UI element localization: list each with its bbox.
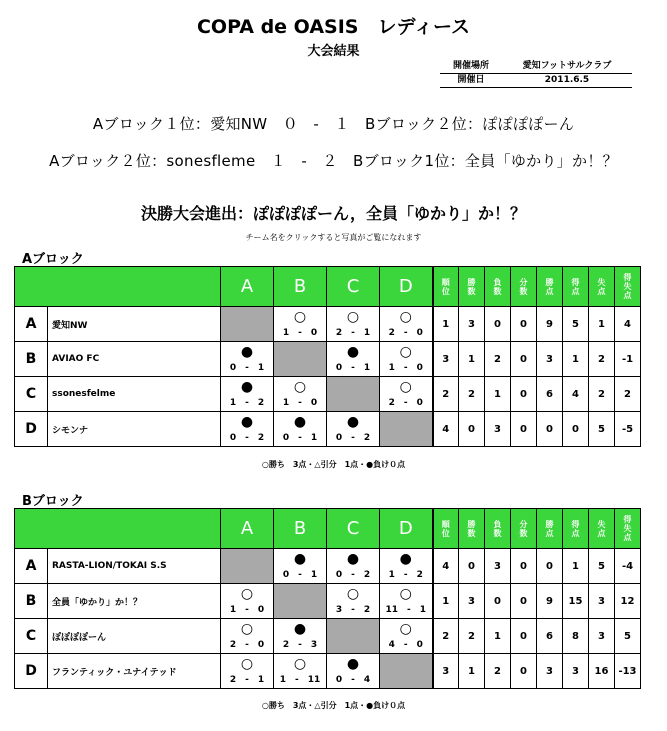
match-cell: [327, 549, 380, 584]
stat-header-3: [511, 267, 537, 307]
stat-header-char: 失: [597, 519, 606, 529]
match-cell: [380, 619, 433, 654]
loss-icon: ●: [293, 551, 307, 567]
stat-value: 0: [511, 412, 537, 447]
match-score: 0 - 1: [229, 363, 265, 373]
stat-value: 3: [433, 654, 459, 689]
venue-date-value: 2011.6.5: [544, 75, 590, 85]
match-cell: [221, 412, 274, 447]
stat-header-char: 勝: [545, 519, 554, 529]
row-letter: D: [15, 654, 48, 689]
match-score: 0 - 1: [282, 433, 318, 443]
stat-header-char: 数: [519, 528, 528, 538]
stat-value: 1: [459, 654, 485, 689]
stat-header-char: 数: [467, 286, 476, 296]
match-score: 2 - 1: [335, 328, 371, 338]
stat-value: 0: [485, 584, 511, 619]
team-name-link[interactable]: 全員「ゆかり」か！？: [48, 584, 221, 619]
win-icon: ○: [399, 586, 412, 602]
header-col-d: D: [380, 509, 433, 549]
stat-value: 0: [485, 307, 511, 342]
stat-value: 4: [563, 377, 589, 412]
match-cell: [380, 377, 433, 412]
stat-header-char: 勝: [467, 277, 476, 287]
stat-value: 1: [433, 307, 459, 342]
stat-header-char: 点: [623, 533, 632, 542]
match-score: 0 - 4: [335, 675, 371, 685]
stat-value: 0: [459, 549, 485, 584]
stat-value: 4: [433, 549, 459, 584]
stat-value: 0: [511, 619, 537, 654]
stat-header-4: [537, 509, 563, 549]
table-row: [15, 549, 641, 584]
table-row: [15, 307, 641, 342]
table-row: [15, 412, 641, 447]
match-cell: [274, 549, 327, 584]
loss-icon: ●: [293, 621, 307, 637]
stat-header-char: 点: [623, 291, 632, 300]
win-icon: ○: [399, 379, 412, 395]
stat-header-char: 失: [623, 282, 632, 291]
stat-value: 16: [589, 654, 615, 689]
win-icon: ○: [399, 309, 412, 325]
stat-value: 0: [511, 549, 537, 584]
match-cell: [274, 619, 327, 654]
stat-header-char: 負: [493, 519, 502, 529]
loss-icon: ●: [293, 414, 307, 430]
stat-value: 3: [589, 584, 615, 619]
stat-value: 4: [433, 412, 459, 447]
stat-value: 3: [459, 584, 485, 619]
stat-value: 9: [537, 584, 563, 619]
row-letter: C: [15, 619, 48, 654]
stat-header-char: 負: [493, 277, 502, 287]
win-icon: ○: [346, 309, 360, 325]
stat-header-char: 失: [623, 524, 632, 533]
stat-value: 1: [433, 584, 459, 619]
row-letter: C: [15, 377, 48, 412]
stat-header-char: 勝: [545, 277, 554, 287]
stat-value: -13: [615, 654, 641, 689]
stat-header-char: 勝: [467, 519, 476, 529]
match-cell: [221, 377, 274, 412]
stat-value: 0: [459, 412, 485, 447]
self-match-cell: [380, 412, 433, 447]
win-icon: ○: [240, 586, 254, 602]
header-blank: [15, 509, 221, 549]
self-match-cell: [221, 307, 274, 342]
self-match-cell: [221, 549, 274, 584]
header-col-a: A: [221, 509, 274, 549]
block-b-table: [14, 508, 641, 689]
self-match-cell: [380, 654, 433, 689]
stat-value: 2: [433, 619, 459, 654]
win-icon: ○: [399, 344, 412, 360]
match-score: 1 - 0: [388, 363, 423, 373]
stat-header-1: [459, 267, 485, 307]
match-score: 2 - 0: [388, 398, 423, 408]
win-icon: ○: [293, 656, 307, 672]
match-cell: [327, 412, 380, 447]
table-header-row: [15, 509, 641, 549]
loss-icon: ●: [399, 551, 412, 567]
team-name-link[interactable]: フランティック・ユナイテッド: [48, 654, 221, 689]
loss-icon: ●: [240, 344, 254, 360]
row-letter: D: [15, 412, 48, 447]
stat-header-char: 数: [519, 286, 528, 296]
stat-value: 3: [485, 549, 511, 584]
stat-value: 3: [537, 654, 563, 689]
match-cell: [221, 584, 274, 619]
match-cell: [380, 342, 433, 377]
stat-value: 0: [511, 377, 537, 412]
match-cell: [327, 584, 380, 619]
stat-header-char: 失: [597, 277, 606, 287]
match-score: 4 - 0: [388, 640, 423, 650]
venue-place-value: 愛知フットサルクラブ: [522, 61, 612, 71]
block-a-title: Aブロック: [22, 252, 84, 267]
table-row: [15, 377, 641, 412]
venue-row-date: [440, 74, 632, 88]
team-name-link[interactable]: シモンナ: [48, 412, 221, 447]
stat-value: 3: [459, 307, 485, 342]
stat-header-5: [563, 509, 589, 549]
self-match-cell: [274, 584, 327, 619]
header-blank: [15, 267, 221, 307]
stat-value: 3: [589, 619, 615, 654]
match-score: 11 - 1: [385, 605, 427, 615]
venue-info: [440, 60, 632, 88]
venue-row-place: [440, 60, 632, 74]
match-score: 2 - 0: [388, 328, 423, 338]
header-col-b: B: [274, 267, 327, 307]
match-score: 0 - 2: [229, 433, 265, 443]
self-match-cell: [327, 377, 380, 412]
stat-value: 2: [459, 619, 485, 654]
stat-header-char: 点: [571, 528, 580, 538]
win-icon: ○: [240, 621, 254, 637]
stat-value: 4: [615, 307, 641, 342]
row-letter: B: [15, 584, 48, 619]
match-score: 1 - 11: [279, 675, 321, 685]
stat-value: 1: [485, 377, 511, 412]
team-name-link[interactable]: RASTA-LION/TOKAI S.S: [48, 549, 221, 584]
match-cell: [221, 654, 274, 689]
win-icon: ○: [240, 656, 254, 672]
match-cell: [327, 342, 380, 377]
stat-header-char: 点: [545, 528, 554, 538]
stat-value: 3: [485, 412, 511, 447]
stat-value: -1: [615, 342, 641, 377]
win-icon: ○: [346, 586, 360, 602]
block-b-title: Bブロック: [22, 494, 84, 509]
self-match-cell: [327, 619, 380, 654]
stat-value: 0: [511, 654, 537, 689]
match-score: 2 - 1: [229, 675, 265, 685]
match-cell: [274, 377, 327, 412]
match-cell: [274, 307, 327, 342]
stat-header-char: 点: [597, 528, 606, 538]
match-score: 2 - 0: [229, 640, 265, 650]
row-letter: A: [15, 549, 48, 584]
match-score: 1 - 2: [229, 398, 265, 408]
win-icon: ○: [293, 379, 307, 395]
stat-header-0: [433, 267, 459, 307]
stat-header-2: [485, 509, 511, 549]
stat-value: 15: [563, 584, 589, 619]
table-row: [15, 342, 641, 377]
table-row: [15, 619, 641, 654]
stat-header-char: 得: [571, 519, 580, 529]
stat-value: -5: [615, 412, 641, 447]
stat-header-char: 数: [493, 528, 502, 538]
match-score: 1 - 2: [388, 570, 423, 580]
match-cell: [380, 307, 433, 342]
stat-value: 5: [589, 549, 615, 584]
stat-value: 1: [563, 549, 589, 584]
team-name-link[interactable]: ぽぽぽぽーん: [48, 619, 221, 654]
loss-icon: ●: [240, 414, 254, 430]
stat-header-char: 位: [441, 286, 450, 296]
stat-value: 6: [537, 377, 563, 412]
photo-note: チーム名をクリックすると写真がご覧になれます: [245, 233, 422, 242]
stat-header-char: 位: [441, 528, 450, 538]
match-score: 2 - 3: [282, 640, 318, 650]
stat-value: 3: [433, 342, 459, 377]
header-col-a: A: [221, 267, 274, 307]
table-row: [15, 654, 641, 689]
match-cell: [327, 307, 380, 342]
stat-header-6: [589, 267, 615, 307]
stat-value: 2: [459, 377, 485, 412]
match-cell: [274, 412, 327, 447]
venue-place-label: 開催場所: [452, 61, 489, 71]
stat-header-5: [563, 267, 589, 307]
win-icon: ○: [399, 621, 412, 637]
match-score: 0 - 2: [335, 570, 371, 580]
stat-header-7: [615, 267, 641, 307]
stat-value: 5: [615, 619, 641, 654]
final-qualifiers: 決勝大会進出：ぽぽぽぽーん，全員「ゆかり」か！？: [141, 204, 526, 223]
row-letter: A: [15, 307, 48, 342]
stat-value: 2: [589, 342, 615, 377]
stat-header-2: [485, 267, 511, 307]
stat-header-char: 得: [623, 515, 632, 524]
stat-value: 0: [537, 549, 563, 584]
stat-value: 2: [433, 377, 459, 412]
stat-header-char: 点: [597, 286, 606, 296]
stat-header-0: [433, 509, 459, 549]
stat-value: 0: [511, 584, 537, 619]
match-score: 3 - 2: [335, 605, 371, 615]
match-cell: [221, 619, 274, 654]
header-col-c: C: [327, 509, 380, 549]
loss-icon: ●: [346, 414, 360, 430]
stat-value: 1: [563, 342, 589, 377]
team-name-link[interactable]: AVIAO FC: [48, 342, 221, 377]
stat-header-4: [537, 267, 563, 307]
stat-value: 0: [511, 342, 537, 377]
match-result-1: Aブロック１位：愛知NW ０ - １ Bブロック２位：ぽぽぽぽーん: [92, 115, 575, 133]
table-header-row: [15, 267, 641, 307]
match-cell: [380, 584, 433, 619]
match-result-2: Aブロック２位：sonesfleme １ - ２ Bブロック1位：全員「ゆかり」か！？: [49, 152, 618, 170]
stat-value: 1: [459, 342, 485, 377]
stat-header-char: 数: [467, 528, 476, 538]
stat-header-char: 数: [493, 286, 502, 296]
stat-value: 3: [537, 342, 563, 377]
match-cell: [380, 549, 433, 584]
stat-header-char: 点: [545, 286, 554, 296]
stat-value: 12: [615, 584, 641, 619]
stat-header-char: 得: [571, 277, 580, 287]
stat-value: 0: [511, 307, 537, 342]
match-score: 1 - 0: [282, 328, 318, 338]
match-cell: [327, 654, 380, 689]
stat-value: 0: [537, 412, 563, 447]
stat-value: 8: [563, 619, 589, 654]
stat-value: 1: [589, 307, 615, 342]
header-col-d: D: [380, 267, 433, 307]
stat-header-char: 得: [623, 273, 632, 282]
row-letter: B: [15, 342, 48, 377]
stat-value: 2: [485, 342, 511, 377]
stat-value: 6: [537, 619, 563, 654]
win-icon: ○: [293, 309, 307, 325]
stat-value: 1: [485, 619, 511, 654]
loss-icon: ●: [346, 656, 360, 672]
stat-value: 9: [537, 307, 563, 342]
stat-value: 3: [563, 654, 589, 689]
header-col-c: C: [327, 267, 380, 307]
team-name-link[interactable]: 愛知NW: [48, 307, 221, 342]
page-title: COPA de OASIS レディース: [196, 16, 470, 38]
match-cell: [274, 654, 327, 689]
match-score: 0 - 1: [335, 363, 371, 373]
loss-icon: ●: [240, 379, 254, 395]
stat-header-7: [615, 509, 641, 549]
venue-date-label: 開催日: [457, 75, 485, 85]
stat-value: 5: [563, 307, 589, 342]
stat-header-6: [589, 509, 615, 549]
match-score: 0 - 1: [282, 570, 318, 580]
stat-header-char: 順: [441, 519, 450, 529]
stat-value: 5: [589, 412, 615, 447]
header-col-b: B: [274, 509, 327, 549]
stat-value: 0: [563, 412, 589, 447]
match-cell: [221, 342, 274, 377]
stat-header-char: 点: [571, 286, 580, 296]
stat-header-1: [459, 509, 485, 549]
team-name-link[interactable]: ssonesfelme: [48, 377, 221, 412]
loss-icon: ●: [346, 551, 360, 567]
stat-value: -4: [615, 549, 641, 584]
legend-b: ○勝ち 3点・△引分 1点・●負け０点: [261, 701, 406, 710]
stat-value: 2: [615, 377, 641, 412]
page-subtitle: 大会結果: [307, 44, 360, 59]
match-score: 1 - 0: [282, 398, 318, 408]
table-row: [15, 584, 641, 619]
match-score: 1 - 0: [229, 605, 265, 615]
stat-header-char: 分: [519, 277, 528, 287]
loss-icon: ●: [346, 344, 360, 360]
match-score: 0 - 2: [335, 433, 371, 443]
stat-value: 2: [485, 654, 511, 689]
stat-value: 2: [589, 377, 615, 412]
legend-a: ○勝ち 3点・△引分 1点・●負け０点: [261, 460, 406, 469]
stat-header-3: [511, 509, 537, 549]
stat-header-char: 分: [519, 519, 528, 529]
self-match-cell: [274, 342, 327, 377]
block-a-table: [14, 266, 641, 447]
stat-header-char: 順: [441, 277, 450, 287]
